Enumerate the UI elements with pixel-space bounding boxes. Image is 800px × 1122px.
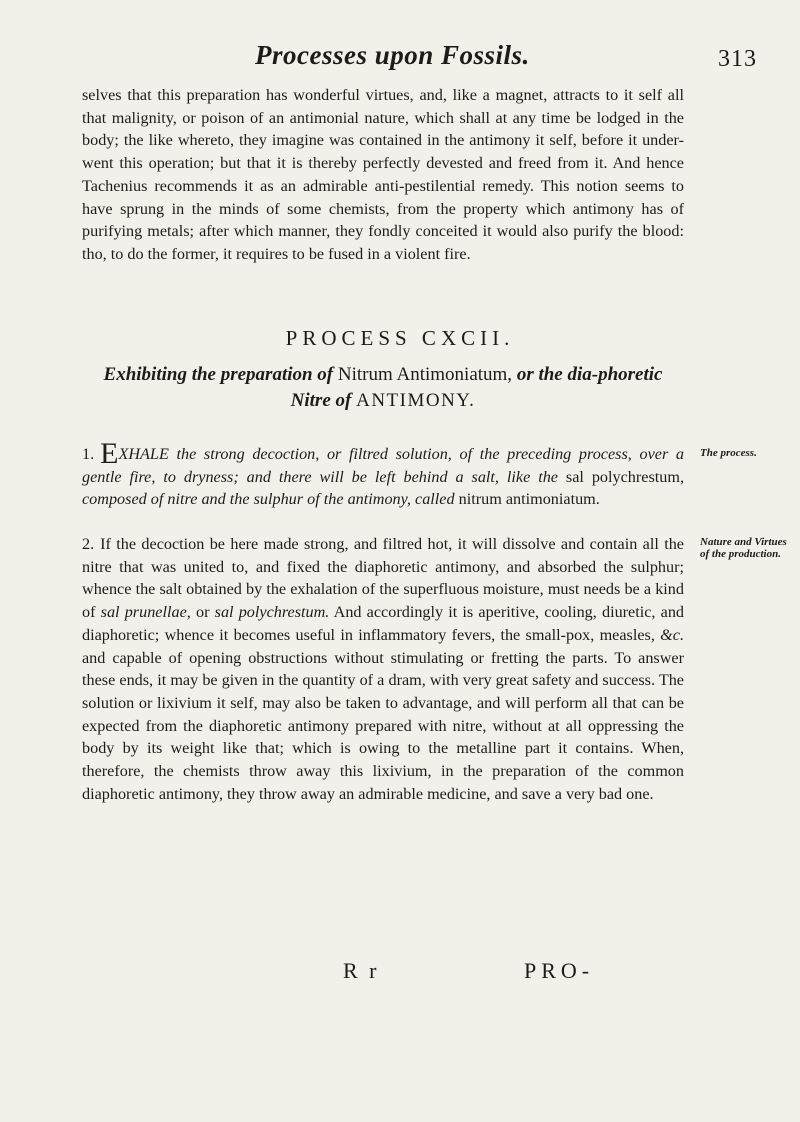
subtitle-roman-2: ANTIMONY.: [356, 390, 476, 411]
numbered-paragraph-1: [82, 437, 684, 511]
running-title: Processes upon Fossils.: [255, 40, 530, 70]
paragraph-text: sal prunellae,: [100, 603, 191, 622]
paragraph-text: XHALE the strong decoction, or filtred solution, of the preceding process, over a gentle fire, to dryness; and there will be left behind a salt, like the: [82, 445, 684, 486]
paragraph-text: If the decoction be here made strong, and filtred hot, it will dissolve and contain all the nitre that was united to, and fixed the diaphoretic antimony, and absorbed the sulphur; whence the salt obtained by the exhalation of the superfluous moisture, must needs be a kind of: [82, 535, 684, 622]
paragraph-text: composed of nitre and the sulphur of the antimony, called: [82, 490, 455, 509]
paragraph-text: and capable of opening obstructions without stimulating or fretting the parts. To answer these ends, it may be given in the quantity of a dram, with very great safety and success. The solution or lixivium it self, may also be taken to advantage, and will perform all that can be expected from the diaphoretic antimony prepared with nitre, without at all oppressing the body by its weight like that; which is owing to the metalline part it contains. When, therefore, the chemists throw away this lixivium, in the preparation of the common diaphoretic antimony, they throw away an admirable medicine, and save a very bad one.: [82, 648, 684, 803]
signature-mark: R r: [343, 958, 380, 983]
running-head: [0, 38, 800, 82]
paragraph-text: or: [195, 603, 210, 622]
paragraph-text: sal polychrestum,: [565, 467, 684, 486]
subtitle-roman-1: Nitrum Antimoniatum,: [337, 364, 513, 385]
marginal-note: The process.: [700, 447, 757, 459]
paragraph-text: And accordingly it is aperitive, cooling, diuretic, and diaphoretic; whence it becomes useful in inflammatory fevers, the small-pox, measles,: [82, 603, 685, 644]
paragraph-text: nitrum antimoniatum.: [458, 490, 600, 509]
catchword: PRO-: [524, 958, 595, 983]
paragraph-number: 2.: [82, 535, 95, 553]
process-heading: PROCESS CXCII.: [285, 326, 515, 350]
subtitle-italic-1: Exhibiting the preparation of: [103, 364, 334, 385]
page-number: 313: [718, 46, 757, 72]
marginal-note: Nature and Virtues of the production.: [700, 536, 787, 560]
numbered-paragraph-2: [82, 533, 684, 805]
page-footer: [0, 958, 800, 988]
intro-paragraph: selves that this preparation has wonderful virtues, and, like a magnet, attracts to it self all that malignity, or poison of an antimonial nature, which shall at any time be lodged in the body; the like whereto, they imagine was contained in the antimony it self, before it under-went this operation; but that it is thereby perfectly devested and freed from it. And hence Tachenius recommends it as an admirable anti-pestilential remedy. This notion seems to have sprung in the minds of some chemists, from the property which antimony has of purifying metals; after which manner, they fondly conceited it would also purify the blood: tho, to do the former, it requires to be fused in a violent fire.: [82, 86, 684, 263]
subtitle-italic-2: or the dia-phoretic Nitre of: [290, 364, 663, 411]
initial-letter: E: [100, 437, 119, 470]
paragraph-text: sal polychrestum.: [214, 603, 330, 622]
paragraph-number: 1.: [82, 445, 95, 463]
paragraph-text: &c.: [660, 625, 684, 644]
process-subtitle: [82, 362, 684, 414]
